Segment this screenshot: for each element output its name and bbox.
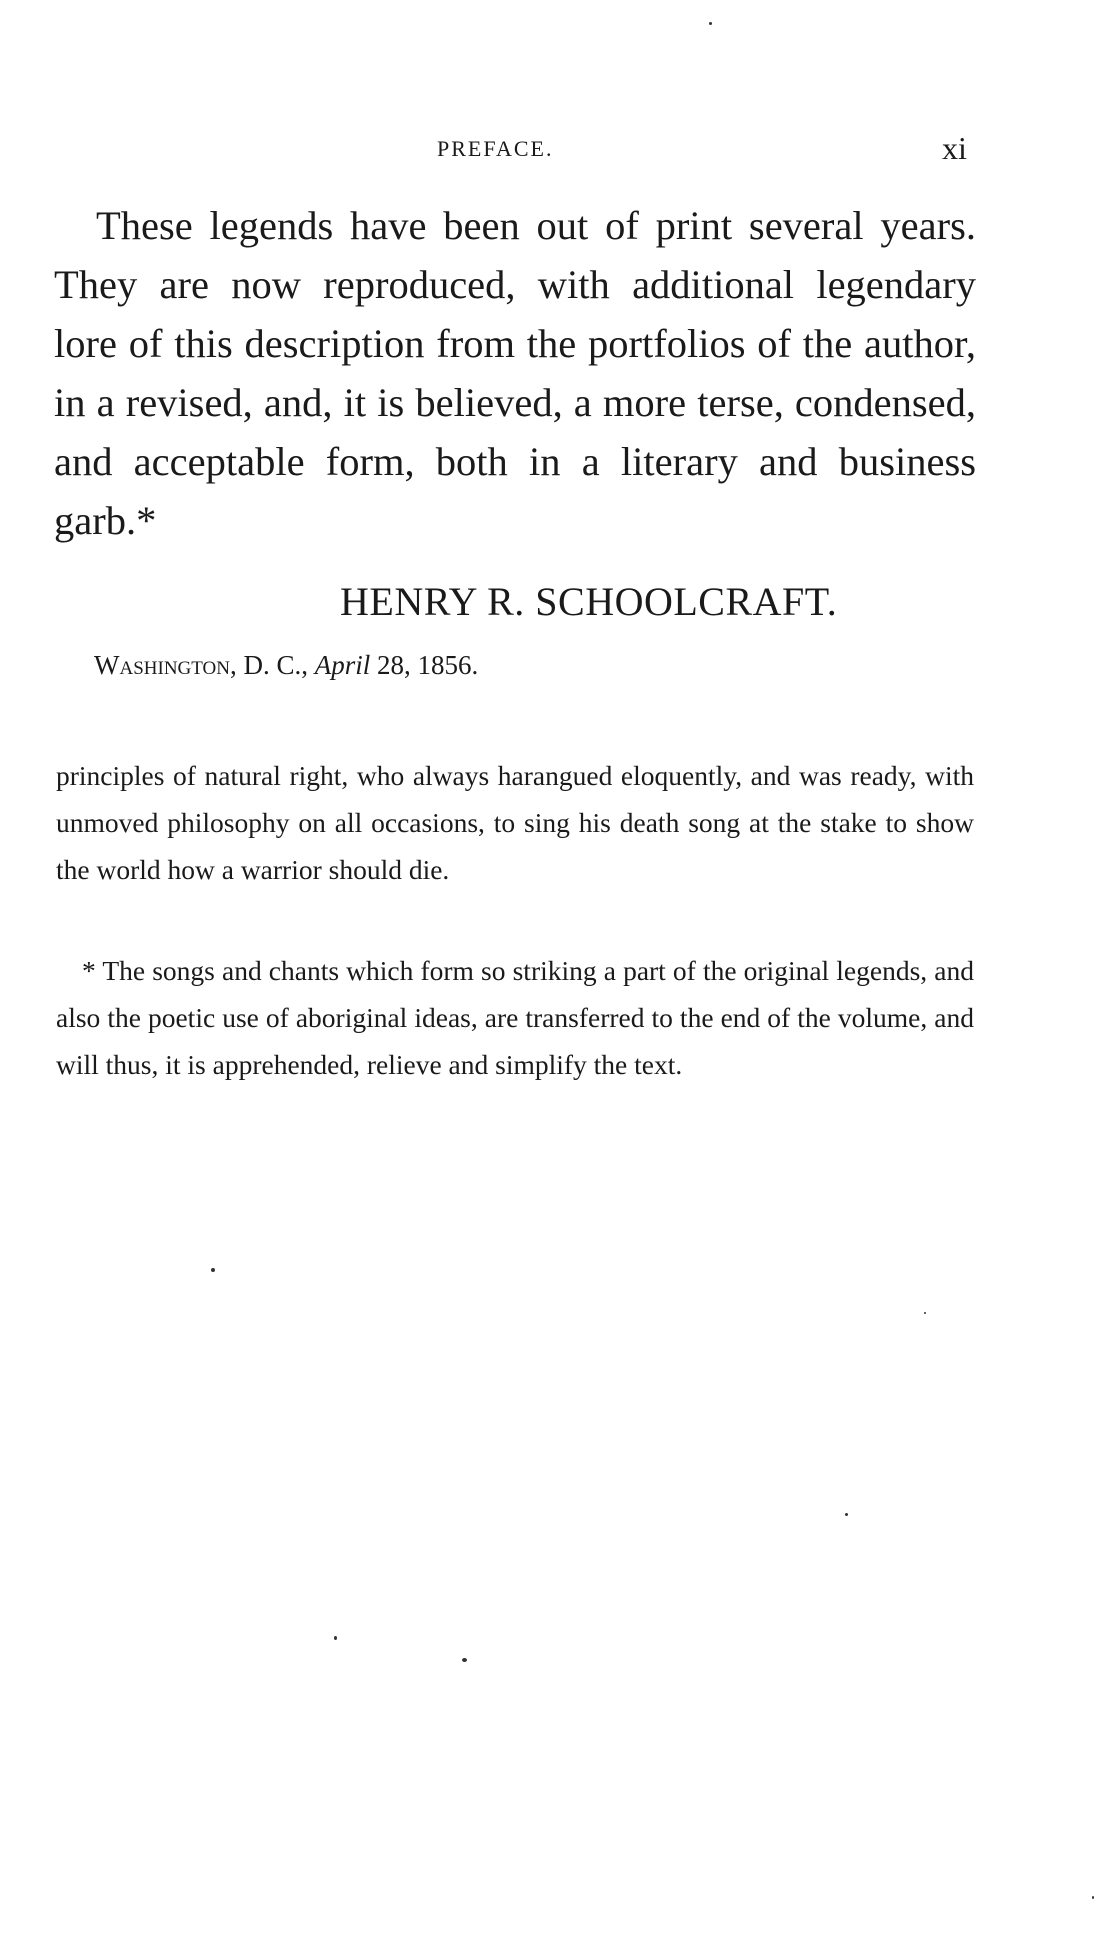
scan-speck — [334, 1636, 337, 1640]
scan-speck — [709, 22, 712, 25]
author-signature: HENRY R. SCHOOLCRAFT. — [340, 579, 838, 624]
scan-speck — [462, 1658, 467, 1662]
footnote-continued: principles of natural right, who always harangued eloquently, and was ready, with unmoved philosophy on all occasions, to sing his death song at the stake to show the world how a warrior should die. — [56, 760, 974, 885]
main-paragraph: These legends have been out of print several years. They are now reproduced, with additional legendary lore of this description from the portfolios of the author, in a revised, and, it is believed, a more terse, condensed, and acceptable form, both in a literary and business garb.* — [54, 203, 976, 543]
page-number: xi — [942, 130, 967, 166]
running-head — [0, 130, 1109, 170]
dateline-month: April — [314, 650, 371, 680]
dateline-rest: 28, 1856. — [370, 650, 479, 680]
dateline-place: Washington — [94, 650, 230, 680]
scan-speck — [211, 1268, 215, 1272]
scan-speck — [845, 1513, 848, 1516]
scan-speck — [1092, 1896, 1094, 1899]
dateline — [94, 650, 478, 681]
scan-speck — [924, 1312, 926, 1314]
dateline-region: , D. C., — [229, 650, 315, 680]
running-title: PREFACE. — [437, 136, 554, 161]
footnote-star: * The songs and chants which form so striking a part of the original legends, and also the poetic use of aboriginal ideas, are transferred to the end of the volume, and will thus, it is apprehended, relieve and simplify the text. — [56, 955, 974, 1080]
